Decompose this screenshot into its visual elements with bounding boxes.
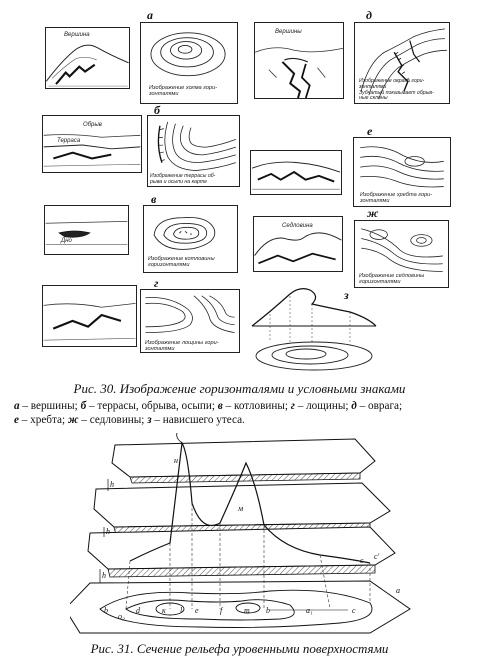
label-vershina: Вершина <box>64 32 90 38</box>
lbl-a1: a₁ <box>306 606 313 615</box>
lbl-b2: b <box>266 606 270 615</box>
legend-letter-v: в <box>217 400 223 412</box>
panel-zh-map <box>354 220 449 288</box>
lbl-a: a <box>396 586 400 595</box>
figure-30-legend <box>14 399 474 427</box>
label-vershiny: Вершины <box>275 29 302 35</box>
basin-sketch <box>45 206 128 254</box>
legend-text-e: – хребта; <box>18 414 68 426</box>
lbl-o2: o₂ <box>118 612 125 621</box>
panel-letter-b: б <box>154 103 160 117</box>
panel-letter-d: д <box>366 8 372 22</box>
lbl-f: f <box>220 606 223 615</box>
note-d: Изображение оврага гори- зонталями Зубчатый показывает обрыв- ные склоны <box>359 78 434 102</box>
note-zh: Изображение седловины горизонталями <box>359 273 425 286</box>
legend-text-z: – нависшего утеса. <box>151 414 245 426</box>
panel-letter-e: е <box>367 124 373 138</box>
lbl-c: c <box>360 556 364 565</box>
panel-a-map <box>140 22 238 104</box>
legend-letter-a: а <box>14 400 20 412</box>
hollow-sketch <box>43 286 136 346</box>
legend-text-d: – оврага; <box>356 400 403 412</box>
legend-text-b: – террасы, обрыва, осыпи; <box>86 400 218 412</box>
lbl-l: l <box>180 606 183 615</box>
legend-letter-d: д <box>351 400 357 412</box>
panel-g-sketch <box>42 285 137 347</box>
panel-z-cliff <box>250 282 380 377</box>
panel-zh-sketch <box>253 216 343 272</box>
legend-text-v: – котловины; <box>222 400 291 412</box>
panel-letter-g: г <box>154 276 159 290</box>
panel-letter-v: в <box>151 192 157 206</box>
legend-text-zh: – седловины; <box>78 414 148 426</box>
panel-v-map <box>143 205 238 273</box>
note-a: Изображение холма гори- зонталями <box>149 85 218 98</box>
legend-letter-e: е <box>14 414 19 426</box>
panel-v-sketch <box>44 205 129 255</box>
lbl-d: d <box>136 606 140 615</box>
base-plane <box>70 581 410 633</box>
lbl-n2: м <box>238 504 244 513</box>
legend-letter-z: з <box>147 414 152 426</box>
note-e: Изображение хребта гори- зонталями <box>360 192 433 205</box>
panel-e-map <box>353 137 451 207</box>
lbl-b: b <box>104 606 108 615</box>
panel-letter-a: а <box>147 8 153 22</box>
lbl-c2: c <box>352 606 356 615</box>
lbl-h3: h <box>102 571 106 580</box>
lbl-h1: h <box>110 480 114 489</box>
figure-31-caption: Рис. 31. Сечение рельефа уровенными поверхностями <box>90 641 389 656</box>
note-b: Изображение террасы об- рыва и осыпи на карте <box>150 173 216 185</box>
label-dno: Дно <box>61 238 72 244</box>
level-plane-1 <box>112 439 375 477</box>
note-g: Изображение лощины гори- зонталями <box>145 340 219 353</box>
panel-d-sketch <box>254 22 344 99</box>
legend-letter-zh: ж <box>67 414 79 426</box>
ridge-sketch <box>251 151 341 194</box>
lbl-m: m <box>244 606 250 615</box>
panel-letter-z: з <box>344 288 349 302</box>
figure-31-section-diagram <box>70 433 415 643</box>
lbl-e: e <box>195 606 199 615</box>
label-obryv: Обрыв <box>83 122 102 128</box>
panel-letter-zh: ж <box>367 206 379 220</box>
panel-e-sketch <box>250 150 342 195</box>
lbl-n1: н <box>174 456 178 465</box>
cliff-drawing <box>250 282 380 377</box>
legend-letter-b: б <box>80 400 87 412</box>
lbl-cap: c' <box>374 552 380 561</box>
legend-letter-g: г <box>290 400 295 412</box>
legend-text-g: – лощины; <box>294 400 352 412</box>
figure-30-caption: Рис. 30. Изображение горизонталями и условными знаками <box>73 381 406 396</box>
legend-text-a: – вершины; <box>19 400 81 412</box>
panel-g-map <box>140 289 240 353</box>
label-terrasa: Терраса <box>57 138 81 144</box>
panel-d-map <box>354 22 450 104</box>
panel-b-sketch <box>42 115 142 173</box>
note-v: Изображение котловины горизонталями <box>148 256 215 269</box>
lbl-h2: h <box>106 527 110 536</box>
panel-a-sketch <box>45 27 130 89</box>
lbl-k: к <box>162 606 166 615</box>
label-sedlovina: Седловина <box>282 223 313 229</box>
level-plane-3 <box>88 527 395 569</box>
panel-b-map <box>147 115 240 187</box>
